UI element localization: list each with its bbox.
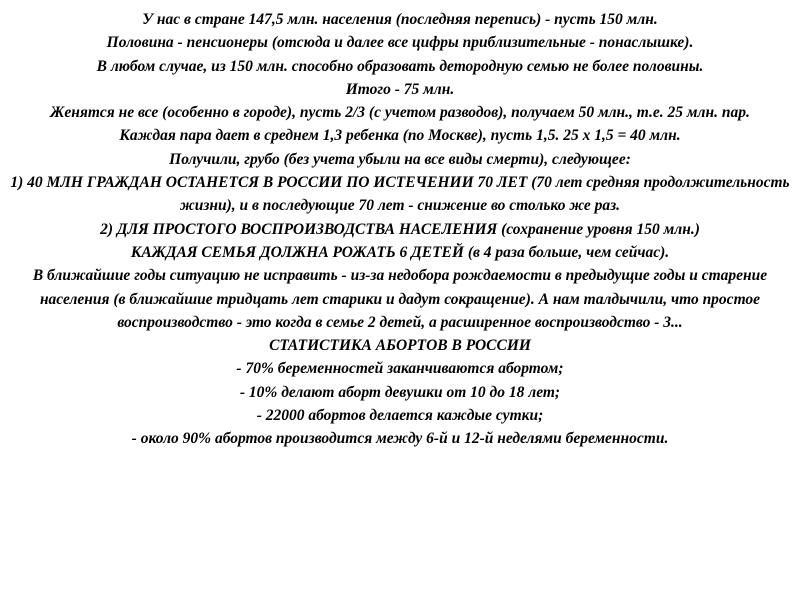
paragraph-six-children: КАЖДАЯ СЕМЬЯ ДОЛЖНА РОЖАТЬ 6 ДЕТЕЙ (в 4 раза больше, чем сейчас). (130, 243, 670, 261)
paragraph-fertile-families: В любом случае, из 150 млн. способно образовать детородную семью не более половины. (96, 57, 704, 75)
list-item-abortion-stat: - 22000 абортов делается каждые сутки; (256, 407, 544, 425)
paragraph-result-intro: Получили, грубо (без учета убыли на все виды смерти), следующее: (169, 150, 631, 168)
paragraph-total: Итого - 75 млн. (345, 80, 455, 98)
heading-abortion-statistics: СТАТИСТИКА АБОРТОВ В РОССИИ (269, 337, 531, 355)
paragraph-conclusion-2: 2) ДЛЯ ПРОСТОГО ВОСПРОИЗВОДСТВА НАСЕЛЕНИЯ (сохранение уровня 150 млн.) (100, 220, 700, 238)
list-item-abortion-stat: - 10% делают аборт девушки от 10 до 18 лет; (239, 383, 561, 401)
paragraph-conclusion-1: 1) 40 МЛН ГРАЖДАН ОСТАНЕТСЯ В РОССИИ ПО ИСТЕЧЕНИИ 70 ЛЕТ (70 лет средняя продолжительность жизни), и в последующие 70 лет - снижение во столько же раз. (10, 174, 790, 215)
paragraph-near-future: В ближайшие годы ситуацию не исправить - из-за недобора рождаемости в предыдущие годы и старение населения (в ближайшие тридцать лет старики и дадут сокращение). А нам талдычили, что простое воспроизводство - это когда в семье 2 детей, а расширенное воспроизводство - 3... (32, 267, 768, 331)
list-item-abortion-stat: - 70% беременностей заканчиваются абортом; (236, 360, 564, 378)
paragraph-marriages: Женятся не все (особенно в городе), пусть 2/3 (с учетом разводов), получаем 50 млн., т.е. 25 млн. пар. (50, 104, 750, 122)
paragraph-pensioners: Половина - пенсионеры (отсюда и далее все цифры приблизительные - понаслышке). (106, 34, 694, 52)
list-item-abortion-stat: - около 90% абортов производится между 6-й и 12-й неделями беременности. (131, 430, 669, 448)
paragraph-census: У нас в стране 147,5 млн. населения (последняя перепись) - пусть 150 млн. (142, 11, 658, 28)
paragraph-children-per-couple: Каждая пара дает в среднем 1,3 ребенка (по Москве), пусть 1,5. 25 х 1,5 = 40 млн. (119, 127, 681, 145)
text-block (10, 8, 790, 451)
